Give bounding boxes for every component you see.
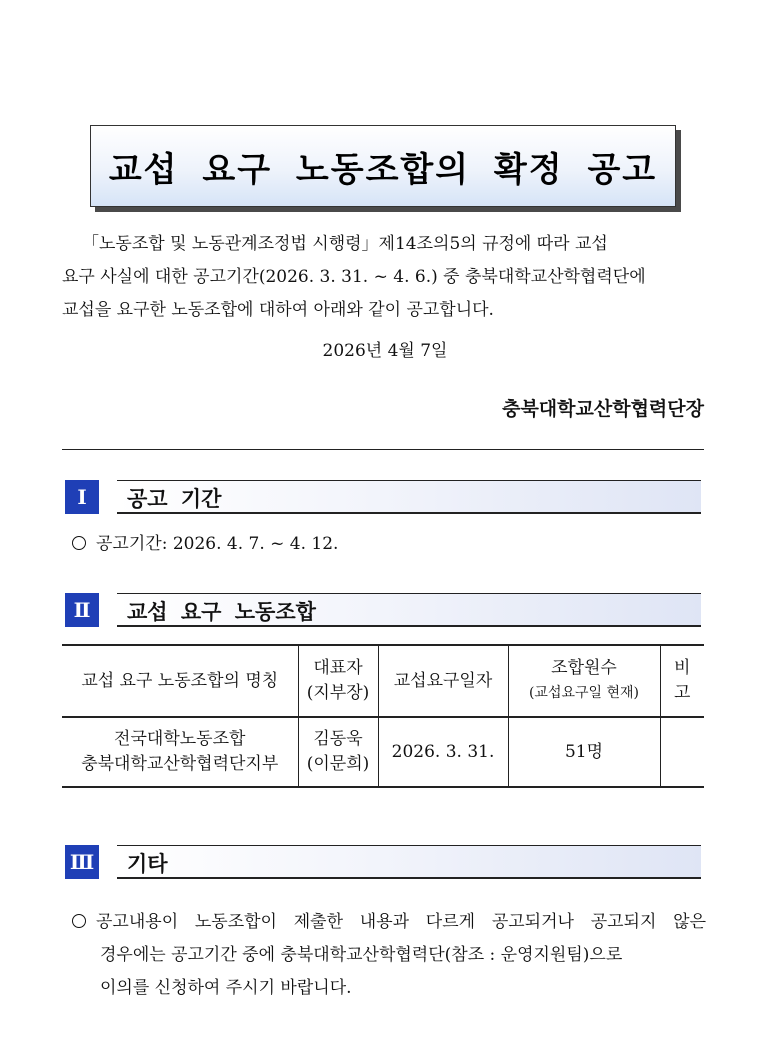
etc-line-1 [72,906,706,939]
header-remark-line2: 고 [674,683,691,703]
unions-table [62,644,704,788]
section-header-period [65,480,701,514]
intro-paragraph [62,228,704,327]
section-bar [117,845,701,879]
signer: 충북대학교산학협력단장 [502,398,704,420]
etc-line-1-text: 공고내용이 노동조합이 제출한 내용과 다르게 공고되거나 공고되지 않은 [96,912,706,932]
header-rep-line1: 대표자 [313,658,363,678]
table-row [62,717,704,787]
cell-name [62,717,298,787]
section-number: Ⅱ [65,593,99,627]
section-header-etc [65,845,701,879]
header-representative [298,645,378,717]
header-remark-line1: 비 [674,658,691,678]
divider [62,449,704,450]
etc-line-3: 이의를 신청하여 주시기 바랍니다. [100,978,352,998]
section-number: Ⅰ [65,480,99,514]
cell-rep-line2: (이문희) [306,754,370,774]
title-box [90,125,676,207]
header-members [508,645,660,717]
cell-representative [298,717,378,787]
table-header-row [62,645,704,717]
cell-remark [660,717,704,787]
etc-line-2: 경우에는 공고기간 중에 충북대학교산학협력단(참조 : 운영지원팀)으로 [100,945,623,965]
cell-name-line2: 충북대학교산학협력단지부 [81,754,279,774]
header-rep-line2: (지부장) [306,683,370,703]
intro-line-1 [62,228,704,261]
period-text: 공고기간: 2026. 4. 7. ~ 4. 12. [96,534,339,554]
page-title: 교섭 요구 노동조합의 확정 공고 [108,149,658,190]
header-members-line2: (교섭요구일 현재) [528,685,640,701]
etc-item [72,906,706,1005]
header-members-line1: 조합원수 [551,658,617,678]
header-remark [660,645,704,717]
section-number: Ⅲ [65,845,99,879]
cell-rep-line1: 김동욱 [313,729,363,749]
circle-bullet-icon [72,536,86,550]
cell-members: 51명 [508,717,660,787]
intro-line-1-text: 「노동조합 및 노동관계조정법 시행령」제14조의5의 규정에 따라 교섭 [82,234,608,254]
header-request-date: 교섭요구일자 [378,645,508,717]
header-name: 교섭 요구 노동조합의 명칭 [81,670,279,691]
notice-date: 2026년 4월 7일 [322,341,448,361]
section-title: 기타 [127,852,168,876]
circle-bullet-icon [72,914,86,928]
cell-request-date: 2026. 3. 31. [378,717,508,787]
section-title: 교섭 요구 노동조합 [127,600,316,624]
intro-line-3: 교섭을 요구한 노동조합에 대하여 아래와 같이 공고합니다. [62,300,494,320]
section-header-unions [65,593,701,627]
section-title: 공고 기간 [127,487,222,511]
intro-line-2: 요구 사실에 대한 공고기간(2026. 3. 31. ~ 4. 6.) 중 충북대학교산학협력단에 [62,267,646,287]
period-item [72,529,338,554]
cell-name-line1: 전국대학노동조합 [114,729,246,749]
